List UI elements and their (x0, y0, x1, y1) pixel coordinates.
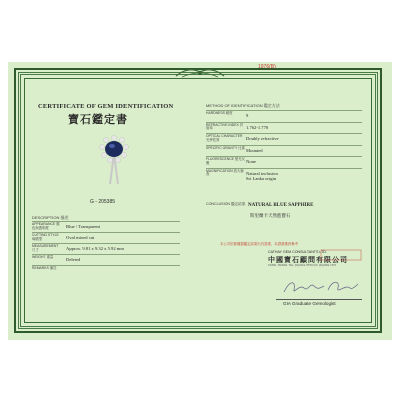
row-value: Doubly refractive (246, 136, 279, 141)
crest-ornament (174, 64, 226, 80)
row-label: MAGNIFICATION 放大檢查 (206, 168, 244, 177)
row-label: SPECIFIC GRAVITY 比重 (206, 145, 245, 150)
table-row (206, 110, 362, 122)
certificate-title: CERTIFICATE OF GEM IDENTIFICATION (38, 103, 174, 110)
method-heading: METHOD OF IDENTIFICATION 鑑定方法 (206, 103, 280, 108)
table-row (206, 133, 362, 145)
company-name: CATHAY GEM CONSULTANTS LTD. (268, 250, 327, 254)
conclusion-value: NATURAL BLUE SAPPHIRE (248, 203, 314, 208)
signature-line (276, 299, 362, 300)
certificate-number: G - 205385 (90, 199, 116, 205)
gemologist-signature (280, 276, 360, 298)
table-row (206, 122, 362, 134)
row-value: None (246, 159, 256, 164)
table-row (206, 145, 362, 157)
row-value: Blue / Transparent (66, 224, 100, 229)
row-value: 9 (246, 113, 249, 118)
table-row (32, 254, 180, 265)
row-label: REMARKS 備註 (32, 266, 57, 270)
conclusion-label: CONCLUSION 鑑定結果 (206, 202, 246, 206)
row-label: REFRACTIVE INDEX 折射率 (206, 122, 244, 131)
description-table (32, 215, 180, 276)
row-value: 1.762-1.770 (246, 124, 269, 130)
company-name-zh: 中國寶石顧問有限公司 (268, 256, 348, 264)
row-label: MEASUREMENT 尺寸 (32, 244, 59, 252)
method-table (206, 110, 362, 183)
certificate-title-zh: 寶石鑑定書 (68, 114, 128, 126)
row-value: Approx. 9.81 x 9.32 x 5.92 mm (66, 246, 124, 251)
row-value: Mounted (246, 147, 263, 153)
company-seal (320, 249, 362, 261)
row-label: WEIGHT 重量 (32, 255, 54, 259)
table-row (32, 243, 180, 254)
table-row (32, 265, 180, 276)
row-label: FLUORESCENCE 螢光反應 (206, 157, 245, 165)
row-label: CUTTING STYLE 琢磨型 (32, 233, 59, 241)
gemologist-title: GIA Graduate Gemologist (283, 301, 336, 306)
row-label: APPEARANCE 顏色與透明度 (32, 222, 60, 230)
conclusion-value-zh: 斯里蘭卡天然藍寶石 (250, 213, 291, 218)
notice-text: 本公司依據儀器鑑定結果出具證書，本證書僅供參考 (220, 242, 298, 246)
row-value: Natural inclusion Sri Lanka origin (246, 170, 278, 181)
company-address: TAIPEI, TAIWAN. TEL: (02)2321-7879 FAX: (02)2391-7479 (268, 264, 336, 267)
description-heading: DESCRIPTION 描述 (32, 215, 69, 220)
table-row (206, 168, 362, 183)
table-row (32, 221, 180, 232)
gem-ring-photo (94, 130, 134, 186)
row-label: HARDNESS 硬度 (206, 111, 233, 115)
row-value: Oval mixed cut (66, 235, 95, 240)
row-label: OPTICAL CHARACTER 光學性質 (206, 134, 243, 142)
table-row (32, 232, 180, 243)
table-row (206, 156, 362, 168)
row-value: Deleted (66, 257, 81, 262)
top-serial: 1976(B) (258, 64, 276, 70)
